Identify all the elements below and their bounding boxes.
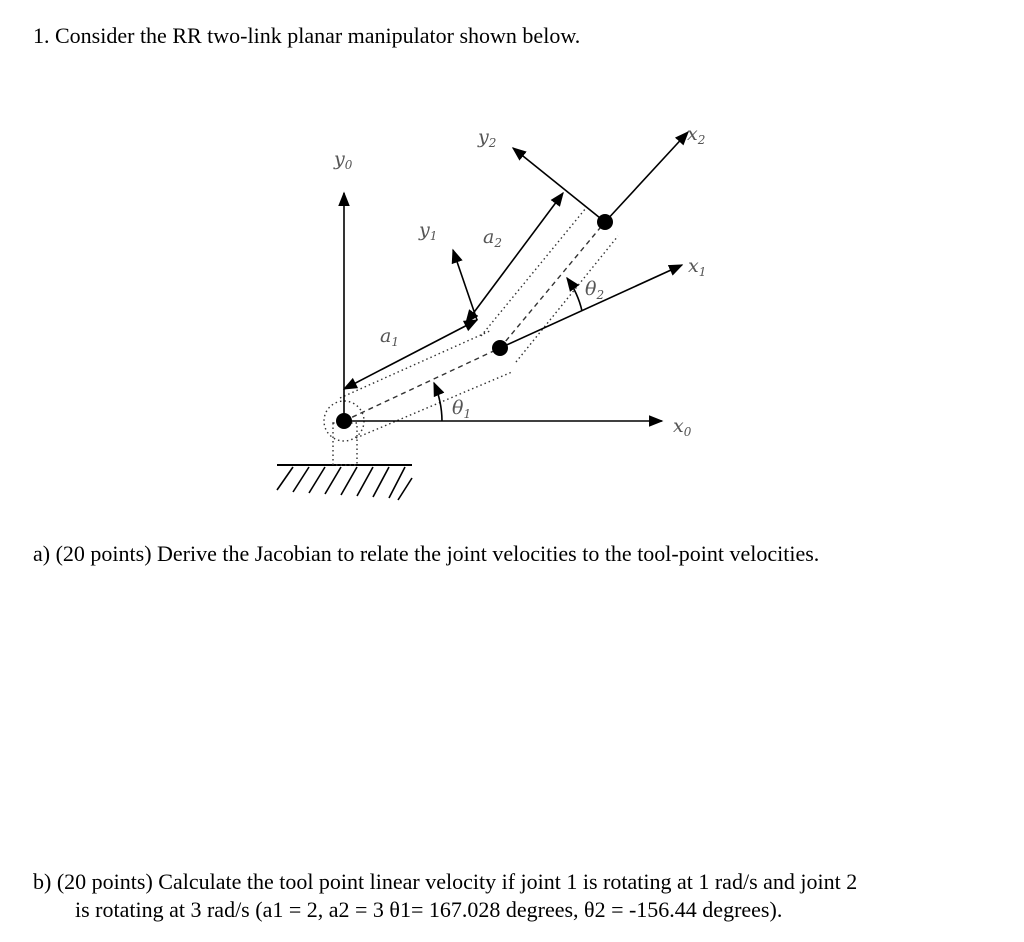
question-title: 1. Consider the RR two-link planar manipulator shown below. (33, 23, 581, 48)
label-a1: $a_1$ (380, 325, 399, 349)
label-theta1: $\theta_1$ (452, 397, 472, 421)
part-b-text-line2: is rotating at 3 rad/s (a1 = 2, a2 = 3 θ1= 167.028 degrees, θ2 = -156.44 degrees). (75, 897, 783, 922)
part-b-text-line1: b) (20 points) Calculate the tool point linear velocity if joint 1 is rotating at 1 rad/s and joint 2 (33, 869, 858, 894)
label-x1: $x_1$ (688, 255, 707, 279)
x1-axis (500, 265, 682, 348)
link-1-body (340, 330, 512, 438)
part-a-text: a) (20 points) Derive the Jacobian to relate the joint velocities to the tool-point velocities. (33, 541, 820, 566)
label-a2: $a_2$ (483, 226, 502, 250)
tool-point (597, 214, 613, 230)
y1-axis (453, 250, 477, 320)
label-y2: $y_2$ (478, 126, 497, 150)
label-theta2: $\theta_2$ (585, 278, 605, 302)
a2-dimension (466, 193, 563, 323)
theta2-arc (567, 278, 582, 311)
label-y0: $y_0$ (334, 148, 353, 172)
label-x0: $x_0$ (673, 415, 692, 439)
joint1-housing (324, 401, 364, 441)
link-2-body (481, 208, 618, 362)
ground-base (277, 423, 412, 500)
label-x2: $x_2$ (687, 123, 706, 147)
x2-axis (605, 132, 688, 222)
joint-2 (492, 340, 508, 356)
theta1-arc (434, 383, 442, 421)
joint-1 (336, 413, 352, 429)
y2-axis (513, 148, 605, 222)
label-y1: $y_1$ (419, 219, 438, 243)
a1-dimension (344, 320, 477, 389)
